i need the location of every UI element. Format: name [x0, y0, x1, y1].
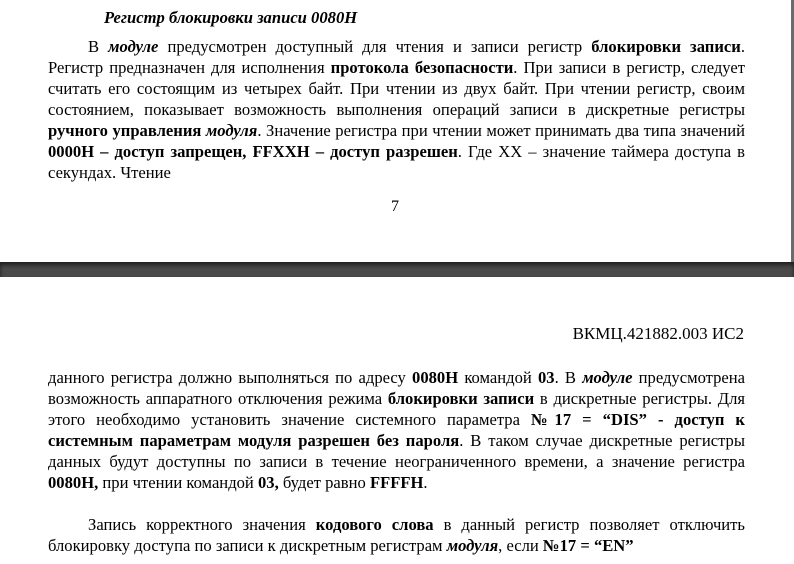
document-page-lower — [0, 277, 794, 564]
text-run: 03 — [537, 368, 555, 387]
text-run: модуле — [108, 37, 159, 56]
text-run: 0000Н – доступ запрещен, FFXXH – доступ разрешен — [48, 142, 458, 161]
body-paragraph — [48, 36, 745, 183]
text-run: кодового слова — [315, 515, 434, 534]
text-run: Запись корректного значения — [88, 515, 316, 534]
body-paragraph-continued — [48, 514, 745, 556]
text-run: предусмотрена возможность аппаратного отключения режима — [48, 368, 746, 408]
text-run: №17 = “EN” — [542, 536, 634, 555]
section-heading: Регистр блокировки записи 0080Н — [104, 8, 358, 27]
text-run: данного регистра должно выполняться по адресу — [48, 368, 413, 387]
text-run: . При записи в регистр, следует считать его состоящим из четырех байт. При чтении из двух байт. При чтении регистр, своим состоянием, показывает возможность выполнения операций записи в дискретные регистры — [48, 58, 745, 119]
text-run: №17 = “DIS” - доступ к системным параметрам модуля разрешен без пароля — [48, 410, 745, 450]
text-run: предусмотрен доступный для чтения и записи регистр — [158, 37, 592, 56]
text-run: блокировки записи — [387, 389, 535, 408]
text-run: в данный регистр позволяет отключить блокировку доступа по записи к дискретным регистрам — [48, 515, 745, 555]
text-run: . Регистр предназначен для исполнения — [48, 37, 746, 77]
text-run: FFFFH — [369, 473, 424, 492]
text-run: 03, — [257, 473, 279, 492]
text-run: В — [88, 37, 109, 56]
text-run: 0080Н — [412, 368, 459, 387]
page-separator — [0, 262, 794, 277]
text-run: модуля — [205, 121, 258, 140]
document-code: ВКМЦ.421882.003 ИС2 — [572, 324, 744, 343]
text-run: 0080Н, — [48, 473, 99, 492]
text-run: . В таком случае дискретные регистры данных будут доступны по записи в течение неограниченного времени, а значение регистра — [48, 431, 745, 471]
paragraph-clip — [0, 514, 794, 564]
text-run: командой — [458, 368, 538, 387]
text-run: в дискретные регистры. Для этого необходимо установить значение системного параметра — [48, 389, 745, 429]
text-run: модуля — [446, 536, 499, 555]
text-run: ручного управления — [48, 121, 206, 140]
text-run: , если — [498, 536, 543, 555]
text-run: модуле — [582, 368, 633, 387]
text-run: будет равно — [278, 473, 370, 492]
text-run: . Где ХХ – значение таймера доступа в секундах. Чтение — [48, 142, 745, 182]
text-run: при чтении командой — [98, 473, 258, 492]
body-paragraph — [48, 367, 745, 493]
text-run: . В — [554, 368, 583, 387]
text-run: протокола безопасности — [330, 58, 514, 77]
text-run: . — [423, 473, 428, 492]
text-run: . Значение регистра при чтении может принимать два типа значений — [257, 121, 745, 140]
text-run: блокировки записи — [591, 37, 741, 56]
page-number: 7 — [391, 198, 399, 215]
document-page-upper — [0, 0, 794, 262]
